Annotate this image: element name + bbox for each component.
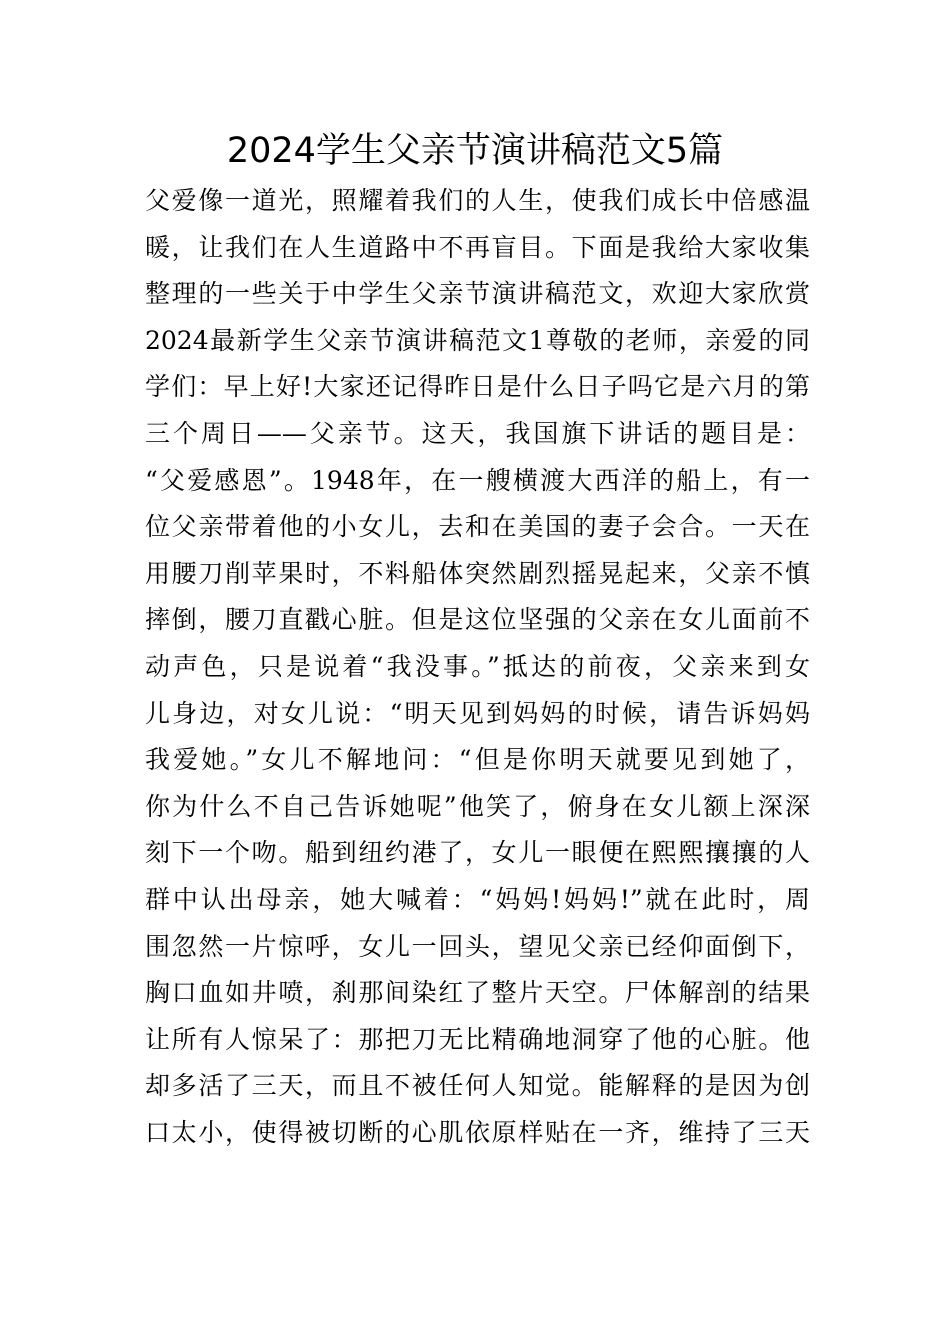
body-line: 群中认出母亲，她大喊着：“妈妈!妈妈!”就在此时，周 — [145, 884, 810, 914]
body-line: 你为什么不自己告诉她呢”他笑了，俯身在女儿额上深深 — [145, 791, 810, 821]
body-line: 三个周日——父亲节。这天，我国旗下讲话的题目是： — [145, 418, 810, 448]
body-line: 我爱她。”女儿不解地问：“但是你明天就要见到她了， — [145, 745, 810, 775]
body-line: 整理的一些关于中学生父亲节演讲稿范文，欢迎大家欣赏 — [145, 279, 810, 309]
body-line: 却多活了三天，而且不被任何人知觉。能解释的是因为创 — [145, 1071, 810, 1101]
body-line: 位父亲带着他的小女儿，去和在美国的妻子会合。一天在 — [145, 512, 810, 542]
body-line: 学们：早上好!大家还记得昨日是什么日子吗它是六月的第 — [145, 372, 810, 402]
body-line: 儿身边，对女儿说：“明天见到妈妈的时候，请告诉妈妈 — [145, 698, 810, 728]
body-line: 刻下一个吻。船到纽约港了，女儿一眼便在熙熙攘攘的人 — [145, 838, 810, 868]
body-line: 父爱像一道光，照耀着我们的人生，使我们成长中倍感温 — [145, 186, 810, 215]
body-line: 用腰刀削苹果时，不料船体突然剧烈摇晃起来，父亲不慎 — [145, 558, 810, 588]
body-line: 口太小，使得被切断的心肌依原样贴在一齐，维持了三天 — [145, 1117, 810, 1147]
body-line: 让所有人惊呆了：那把刀无比精确地洞穿了他的心脏。他 — [145, 1024, 810, 1054]
body-line: 摔倒，腰刀直戳心脏。但是这位坚强的父亲在女儿面前不 — [145, 605, 810, 635]
body-line: 围忽然一片惊呼，女儿一回头，望见父亲已经仰面倒下， — [145, 931, 810, 961]
body-line: 动声色，只是说着“我没事。”抵达的前夜，父亲来到女 — [145, 651, 810, 681]
body-line: 暖，让我们在人生道路中不再盲目。下面是我给大家收集 — [145, 232, 810, 262]
document-title: 2024学生父亲节演讲稿范文5篇 — [226, 131, 724, 171]
body-line: 胸口血如井喷，刹那间染红了整片天空。尸体解剖的结果 — [145, 978, 810, 1008]
body-line: 2024最新学生父亲节演讲稿范文1尊敬的老师，亲爱的同 — [145, 325, 810, 355]
document-body — [145, 178, 810, 1156]
body-line: “父爱感恩”。1948年，在一艘横渡大西洋的船上，有一 — [145, 465, 810, 495]
